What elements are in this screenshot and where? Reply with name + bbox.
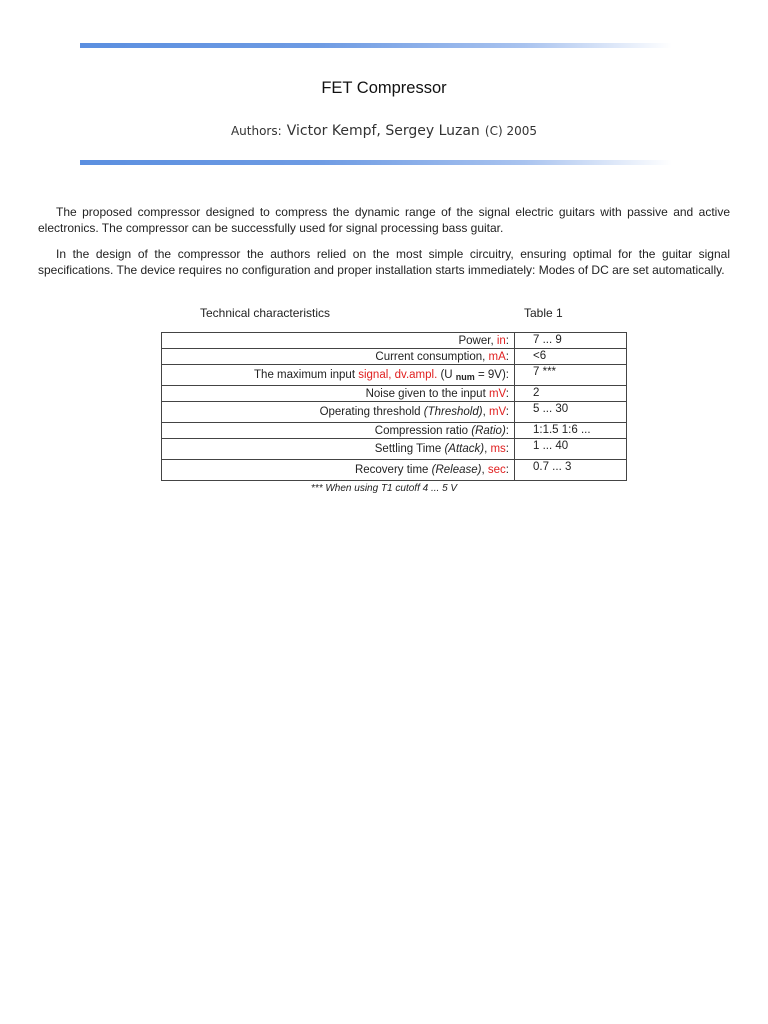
document-title: FET Compressor (321, 79, 447, 97)
table-row-max-input (162, 365, 627, 386)
row-value: 0.7 ... 3 (515, 460, 627, 481)
table-row-release (162, 460, 627, 481)
table-row-noise (162, 386, 627, 402)
row-label: Settling Time (Attack), ms: (162, 439, 515, 460)
table-caption: Technical characteristics (200, 306, 331, 320)
row-label: Compression ratio (Ratio): (162, 423, 515, 439)
row-value: 7 ... 9 (515, 333, 627, 349)
table-row-power (162, 333, 627, 349)
technical-characteristics-table (161, 332, 627, 481)
unit-label: mV (488, 406, 506, 418)
row-label: Current consumption, mA: (162, 349, 515, 365)
table-row-current (162, 349, 627, 365)
copyright-text: (C) 2005 (484, 124, 538, 138)
unit-label: mA (488, 350, 506, 363)
row-label: Recovery time (Release), sec: (162, 460, 515, 481)
row-label: Power, in: (162, 333, 515, 349)
table-footnote: *** When using T1 cutoff 4 ... 5 V (310, 483, 458, 494)
authors-line (0, 120, 768, 139)
row-value: 2 (515, 386, 627, 402)
table-row-threshold (162, 402, 627, 423)
unit-label: sec (487, 464, 506, 476)
row-value: 7 *** (515, 365, 627, 386)
authors-label: Authors: (230, 124, 282, 138)
row-value: <6 (515, 349, 627, 365)
top-divider-rule (80, 43, 672, 48)
bottom-divider-rule (80, 160, 672, 165)
design-paragraph: In the design of the compressor the authors relied on the most simple circuitry, ensuring optimal for the guitar signal specifications. The device requires no configuration and proper installation starts immediately: Modes of DC are set automatically. (38, 247, 730, 277)
row-label: Operating threshold (Threshold), mV: (162, 402, 515, 423)
row-label: The maximum input signal, dv.ampl. (U num = 9V): (162, 365, 515, 386)
table-row-ratio (162, 423, 627, 439)
row-value: 5 ... 30 (515, 402, 627, 423)
row-value: 1:1.5 1:6 ... (515, 423, 627, 439)
unit-label: in (496, 334, 506, 347)
authors-names: Victor Kempf, Sergey Luzan (286, 123, 480, 139)
table-number: Table 1 (524, 306, 563, 320)
subscript-num: num (455, 372, 475, 382)
unit-label: ms (490, 443, 506, 455)
unit-label: signal, dv.ampl. (358, 369, 438, 381)
row-label: Noise given to the input mV: (162, 386, 515, 402)
table-row-attack (162, 439, 627, 460)
row-value: 1 ... 40 (515, 439, 627, 460)
unit-label: mV (488, 387, 506, 400)
intro-paragraph: The proposed compressor designed to compress the dynamic range of the signal electric guitars with passive and active electronics. The compressor can be successfully used for signal processing bass guitar. (38, 205, 730, 235)
